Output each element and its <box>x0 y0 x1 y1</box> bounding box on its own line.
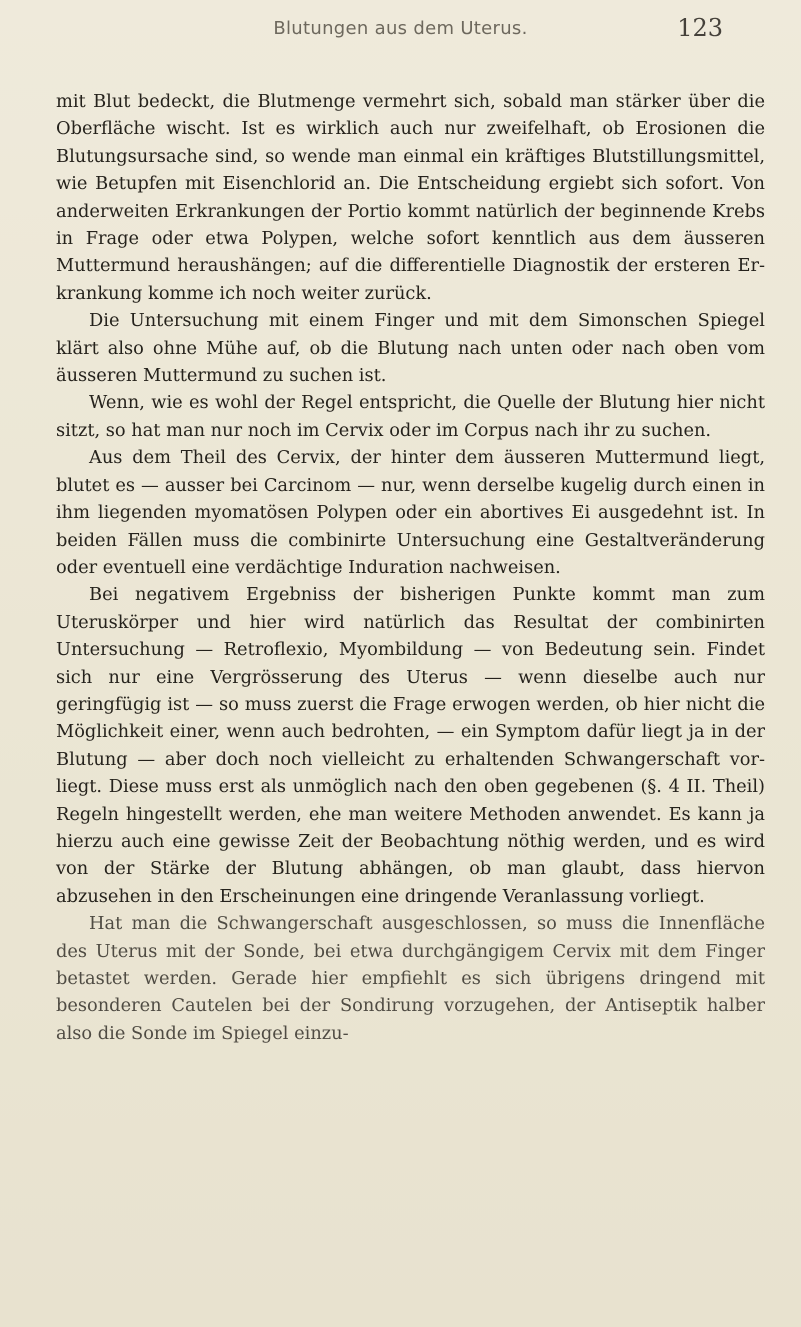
paragraph-6: Hat man die Schwangerschaft ausgeschlossen, so muss die Innenfläche des Uterus mit der Sonde, bei etwa durchgängigem Cervix mit dem Finger betastet werden. Gerade hier empfiehlt es sich übrigens dringend mit besonderen Cautelen bei der Sondirung vorzugehen, der Antiseptik halber also die Sonde im Spiegel einzu- <box>56 913 765 1044</box>
paragraph-1: mit Blut bedeckt, die Blutmenge vermehrt sich, sobald man stärker über die Oberfläche wischt. Ist es wirklich auch nur zweifelhaft, ob Erosionen die Blutungsursache sind, so wende man einmal ein kräftiges Blutstillungsmittel, wie Betupfen mit Eisenchlorid an. Die Entscheidung ergiebt sich sofort. Von anderweiten Erkrankungen der Portio kommt natürlich der beginnende Krebs in Frage oder etwa Polypen, welche sofort kenntlich aus dem äusseren Muttermund heraushängen; auf die differentielle Diagnostik der ersteren Erkrankung komme ich noch weiter zurück. <box>56 91 765 304</box>
body-text <box>56 88 765 1047</box>
running-header <box>0 14 801 54</box>
paragraph-4: Aus dem Theil des Cervix, der hinter dem äusseren Muttermund liegt, blutet es — ausser bei Carcinom — nur, wenn derselbe kugelig durch einen in ihm liegenden myomatösen Polypen oder ein abortives Ei ausgedehnt ist. In beiden Fällen muss die combinirte Untersuchung eine Gestaltveränderung oder eventuell eine verdächtige Induration nachweisen. <box>56 447 765 578</box>
running-title: Blutungen aus dem Uterus. <box>273 18 528 39</box>
paragraph-5: Bei negativem Ergebniss der bisherigen Punkte kommt man zum Uteruskörper und hier wird natürlich das Resultat der combinirten Untersuchung — Retroflexio, Myombildung — von Bedeutung sein. Findet sich nur eine Vergrösserung des Uterus — wenn dieselbe auch nur geringfügig ist — so muss zuerst die Frage erwogen werden, ob hier nicht die Möglichkeit einer, wenn auch bedrohten, — ein Symptom dafür liegt ja in der Blutung — aber doch noch vielleicht zu erhaltenden Schwangerschaft vorliegt. Diese muss erst als unmöglich nach den oben gegebenen (§. 4 II. Theil) Regeln hingestellt werden, ehe man weitere Methoden anwendet. Es kann ja hierzu auch eine gewisse Zeit der Beobachtung nöthig werden, und es wird von der Stärke der Blutung abhängen, ob man glaubt, dass hiervon abzusehen in den Erscheinungen eine dringende Veranlassung vorliegt. <box>56 584 765 907</box>
paragraph-2: Die Untersuchung mit einem Finger und mit dem Simonschen Spiegel klärt also ohne Mühe auf, ob die Blutung nach unten oder nach oben vom äusseren Muttermund zu suchen ist. <box>56 310 765 387</box>
paragraph-3: Wenn, wie es wohl der Regel entspricht, die Quelle der Blutung hier nicht sitzt, so hat man nur noch im Cervix oder im Corpus nach ihr zu suchen. <box>56 392 765 441</box>
page-number: 123 <box>677 14 723 42</box>
